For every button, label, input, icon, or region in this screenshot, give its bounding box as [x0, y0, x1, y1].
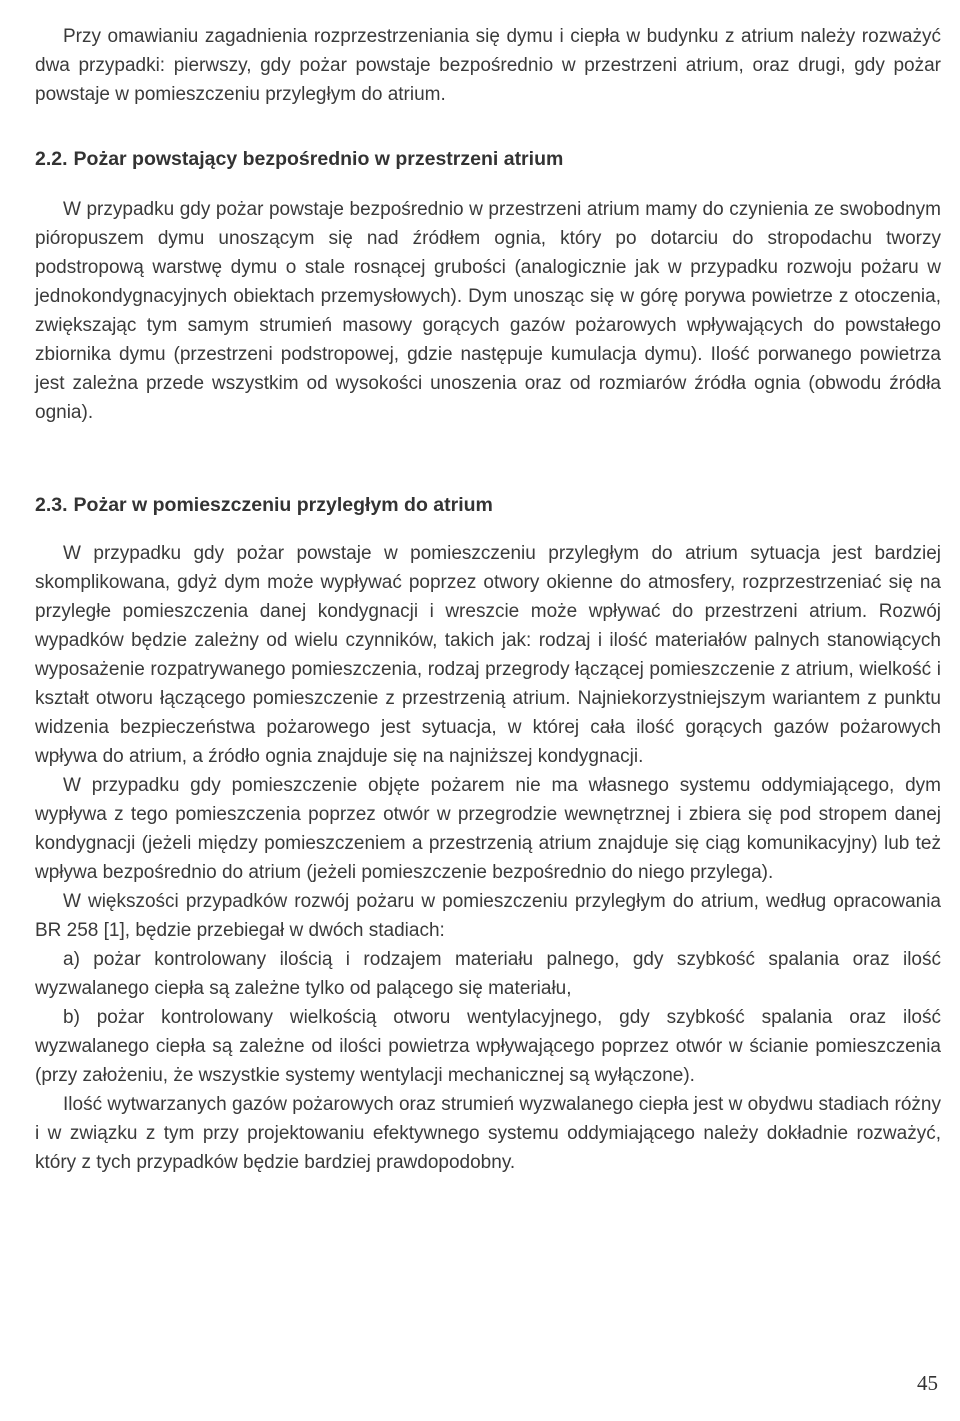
section-2-3-paragraph-4: Ilość wytwarzanych gazów pożarowych oraz strumień wyzwalanego ciepła jest w obydwu stadiach różny i w związku z tym przy projektowaniu efektywnego systemu oddymiającego należy dokładnie rozważyć, który z tych przypadków będzie bardziej prawdopodobny.: [35, 1094, 941, 1173]
section-2-3-body: [0, 539, 960, 1177]
section-2-3-paragraph-2: W przypadku gdy pomieszczenie objęte pożarem nie ma własnego systemu oddymiającego, dym wypływa z tego pomieszczenia poprzez otwór w przegrodzie wewnętrznej i zbiera się pod stropem danej kondygnacji (jeżeli między pomieszczeniem a przestrzenią atrium znajduje się ciąg komunikacyjny) lub też wpływa bezpośrednio do atrium (jeżeli pomieszczenie bezpośrednio do niego przylega).: [35, 775, 941, 883]
page-number: 45: [917, 1371, 938, 1395]
section-number: 2.2.: [35, 148, 68, 170]
section-number: 2.3.: [35, 494, 68, 516]
section-2-2-heading: [35, 145, 941, 174]
section-title: Pożar powstający bezpośrednio w przestrzeni atrium: [73, 148, 564, 170]
list-item-a: a) pożar kontrolowany ilością i rodzajem materiału palnego, gdy szybkość spalania oraz ilość wyzwalanego ciepła są zależne tylko od palącego się materiału,: [35, 949, 941, 999]
section-title: Pożar w pomieszczeniu przyległym do atrium: [73, 494, 493, 516]
section-2-3-paragraph-1: W przypadku gdy pożar powstaje w pomieszczeniu przyległym do atrium sytuacja jest bardziej skomplikowana, gdyż dym może wypływać poprzez otwory okienne do atmosfery, rozprzestrzeniać się na przyległe pomieszczenia danej kondygnacji i wreszcie może wpływać do przestrzeni atrium. Rozwój wypadków będzie zależny od wielu czynników, takich jak: rodzaj i ilość materiałów palnych stanowiących wyposażenie rozpatrywanego pomieszczenia, rodzaj przegrody łączącej pomieszczenie z atrium, wielkość i kształt otworu łączącego pomieszczenie z przestrzenią atrium. Najniekorzystniejszym wariantem z punktu widzenia bezpieczeństwa pożarowego jest sytuacja, w której cała ilość gorących gazów pożarowych wpływa do atrium, a źródło ognia znajduje się na najniższej kondygnacji.: [35, 543, 941, 767]
list-item-b: b) pożar kontrolowany wielkością otworu wentylacyjnego, gdy szybkość spalania oraz ilość wyzwalanego ciepła są zależne od ilości powietrza wpływającego poprzez otwór w ścianie pomieszczenia (przy założeniu, że wszystkie systemy wentylacji mechanicznej są wyłączone).: [35, 1007, 941, 1086]
section-2-3-paragraph-3: W większości przypadków rozwój pożaru w pomieszczeniu przyległym do atrium, według opracowania BR 258 [1], będzie przebiegał w dwóch stadiach:: [35, 891, 941, 941]
section-2-2-paragraph: W przypadku gdy pożar powstaje bezpośrednio w przestrzeni atrium mamy do czynienia ze swobodnym pióropuszem dymu unoszącym się nad źródłem ognia, który po dotarciu do stropodachu tworzy podstropową warstwę dymu o stale rosnącej grubości (analogicznie jak w przypadku rozwoju pożaru w jednokondygnacyjnych obiektach przemysłowych). Dym unosząc się w górę porywa powietrze z otoczenia, zwiększając tym samym strumień masowy gorących gazów pożarowych wpływających do powstałego zbiornika dymu (przestrzeni podstropowej, gdzie następuje kumulacja dymu). Ilość porwanego powietrza jest zależna przede wszystkim od wysokości unoszenia oraz od rozmiarów źródła ognia (obwodu źródła ognia).: [35, 199, 941, 423]
intro-paragraph: Przy omawianiu zagadnienia rozprzestrzeniania się dymu i ciepła w budynku z atrium należy rozważyć dwa przypadki: pierwszy, gdy pożar powstaje bezpośrednio w przestrzeni atrium, oraz drugi, gdy pożar powstaje w pomieszczeniu przyległym do atrium.: [35, 26, 941, 105]
section-2-3-heading: [35, 491, 941, 520]
